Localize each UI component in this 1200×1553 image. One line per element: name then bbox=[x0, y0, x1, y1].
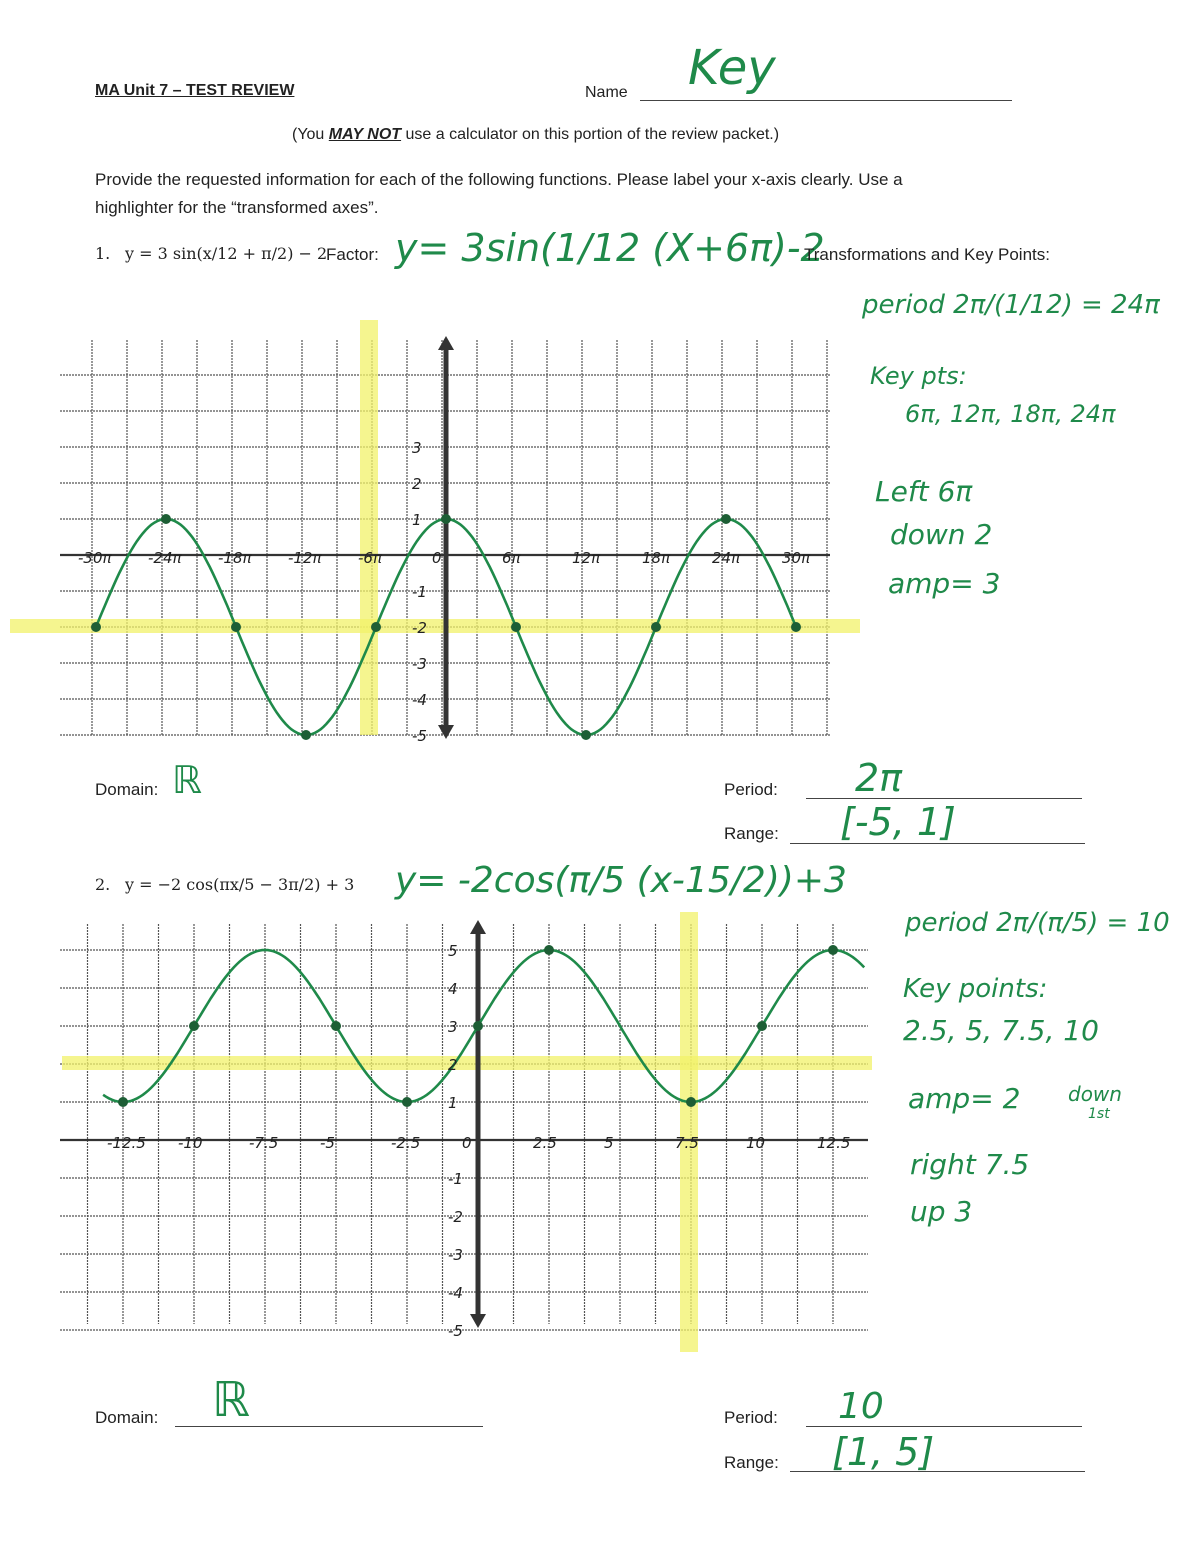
p2-y-tick-label: 2 bbox=[448, 1056, 458, 1074]
instructions-line2: highlighter for the “transformed axes”. bbox=[95, 198, 379, 217]
p2-factor-answer: y= -2cos(π/5 (x-15/2))+3 bbox=[395, 860, 847, 901]
p2-key-point bbox=[686, 1097, 696, 1107]
p2-note-first: 1st bbox=[1088, 1106, 1110, 1122]
name-label: Name bbox=[585, 84, 628, 101]
p2-x-tick-label: 5 bbox=[604, 1134, 614, 1152]
highlight-horizontal-axis bbox=[10, 619, 860, 633]
p2-note-period: period 2π/(π/5) = 10 bbox=[905, 908, 1170, 938]
p2-range-answer: [1, 5] bbox=[832, 1430, 935, 1474]
p2-y-tick-label: -3 bbox=[448, 1246, 463, 1264]
p2-key-point bbox=[828, 945, 838, 955]
p2-y-tick-label: -5 bbox=[448, 1322, 463, 1340]
p2-note-keypts: 2.5, 5, 7.5, 10 bbox=[903, 1014, 1099, 1047]
p1-key-point bbox=[511, 622, 521, 632]
p1-note-shift: Left 6π bbox=[875, 475, 973, 508]
worksheet-title: MA Unit 7 – TEST REVIEW bbox=[95, 82, 295, 99]
p2-y-tick-label: -1 bbox=[448, 1170, 463, 1188]
p2-x-tick-label: -5 bbox=[320, 1134, 335, 1152]
p2-x-tick-label: 12.5 bbox=[817, 1134, 851, 1152]
p1-number: 1. bbox=[95, 244, 111, 263]
y-axis-arrow-down bbox=[438, 725, 454, 739]
p1-note-amp: amp= 3 bbox=[888, 567, 1001, 600]
p1-x-tick-label: 12π bbox=[572, 549, 601, 567]
highlight-vertical-axis bbox=[680, 912, 698, 1352]
p1-y-tick-label: -1 bbox=[412, 583, 427, 601]
p2-key-point bbox=[757, 1021, 767, 1031]
y-axis-arrow bbox=[438, 336, 454, 350]
graph-2 bbox=[0, 912, 880, 1352]
p2-y-tick-label: 5 bbox=[448, 942, 458, 960]
p1-y-tick-label: -4 bbox=[412, 691, 427, 709]
p2-x-tick-label: -7.5 bbox=[249, 1134, 279, 1152]
p2-x-tick-label: 0 bbox=[462, 1134, 472, 1152]
p1-x-tick-label: 6π bbox=[502, 549, 521, 567]
y-axis-arrow bbox=[470, 920, 486, 934]
p2-note-vshift: up 3 bbox=[910, 1195, 973, 1228]
graph-1 bbox=[0, 310, 870, 760]
p2-number: 2. bbox=[95, 875, 111, 894]
p2-key-point bbox=[189, 1021, 199, 1031]
p2-x-tick-label: -10 bbox=[178, 1134, 203, 1152]
p2-x-tick-label: 10 bbox=[746, 1134, 766, 1152]
p1-x-tick-label: 18π bbox=[642, 549, 671, 567]
p1-domain-answer: ℝ bbox=[172, 758, 203, 802]
p1-x-tick-label: 0 bbox=[432, 549, 442, 567]
p2-note-keypts-label: Key points: bbox=[903, 974, 1048, 1004]
p2-note-shift: right 7.5 bbox=[910, 1148, 1030, 1181]
p1-note-keypts-label: Key pts: bbox=[870, 362, 967, 390]
p1-key-point bbox=[581, 730, 591, 740]
p1-key-point bbox=[651, 622, 661, 632]
p1-x-tick-label: -12π bbox=[288, 549, 322, 567]
calculator-note: (You MAY NOT use a calculator on this portion of the review packet.) bbox=[292, 126, 780, 143]
p1-key-point bbox=[301, 730, 311, 740]
p2-y-tick-label: -4 bbox=[448, 1284, 463, 1302]
p1-y-tick-label: 2 bbox=[412, 475, 422, 493]
p2-x-tick-label: -12.5 bbox=[107, 1134, 146, 1152]
p2-domain-label: Domain: bbox=[95, 1408, 159, 1427]
p1-x-tick-label: 24π bbox=[712, 549, 741, 567]
p2-key-point bbox=[473, 1021, 483, 1031]
p1-factor-answer: y= 3sin(1/12 (X+6π)-2 bbox=[395, 226, 825, 270]
p2-key-point bbox=[402, 1097, 412, 1107]
highlight-horizontal-axis bbox=[62, 1056, 872, 1070]
p2-key-point bbox=[118, 1097, 128, 1107]
p2-domain-answer: ℝ bbox=[212, 1372, 251, 1428]
p2-equation: y = −2 cos(πx/5 − 3π/2) + 3 bbox=[125, 875, 355, 894]
p2-y-tick-label: 3 bbox=[448, 1018, 458, 1036]
p1-key-point bbox=[161, 514, 171, 524]
p2-y-tick-label: 1 bbox=[448, 1094, 458, 1112]
p1-y-tick-label: 1 bbox=[412, 511, 422, 529]
p2-period-label: Period: bbox=[724, 1408, 778, 1427]
p2-y-tick-label: -2 bbox=[448, 1208, 463, 1226]
p1-y-tick-label: 3 bbox=[412, 439, 422, 457]
highlight-vertical-axis bbox=[360, 320, 378, 735]
p1-note-keypts: 6π, 12π, 18π, 24π bbox=[905, 400, 1116, 428]
y-axis-arrow-down bbox=[470, 1314, 486, 1328]
name-answer: Key bbox=[688, 40, 776, 96]
p1-key-point bbox=[371, 622, 381, 632]
p1-x-tick-label: -24π bbox=[148, 549, 182, 567]
p1-key-point bbox=[441, 514, 451, 524]
p1-range-label: Range: bbox=[724, 824, 779, 843]
p1-y-tick-label: -3 bbox=[412, 655, 427, 673]
instructions-line1: Provide the requested information for each of the following functions. Please label your x-axis clearly. Use a bbox=[95, 170, 903, 189]
p1-domain-label: Domain: bbox=[95, 780, 159, 799]
name-blank bbox=[640, 100, 1012, 101]
p1-range-answer: [-5, 1] bbox=[840, 800, 956, 844]
p1-equation: y = 3 sin(x/12 + π/2) − 2 bbox=[125, 244, 328, 263]
p1-period-blank bbox=[806, 798, 1082, 799]
p2-note-amp: amp= 2 bbox=[908, 1082, 1021, 1115]
p2-note-down: down bbox=[1068, 1082, 1122, 1106]
p2-key-point bbox=[331, 1021, 341, 1031]
p1-factor-label: Factor: bbox=[326, 245, 379, 264]
p1-period-answer: 2π bbox=[855, 756, 903, 800]
p1-note-period: period 2π/(1/12) = 24π bbox=[862, 290, 1160, 320]
p1-transform-label: Transformations and Key Points: bbox=[804, 245, 1050, 264]
p1-y-tick-label: -2 bbox=[412, 619, 427, 637]
p1-period-label: Period: bbox=[724, 780, 778, 799]
p1-note-vshift: down 2 bbox=[890, 518, 993, 551]
p1-key-point bbox=[721, 514, 731, 524]
p1-y-tick-label: -5 bbox=[412, 727, 427, 745]
p2-y-tick-label: 4 bbox=[448, 980, 458, 998]
p2-x-tick-label: 7.5 bbox=[675, 1134, 699, 1152]
p2-range-label: Range: bbox=[724, 1453, 779, 1472]
p2-key-point bbox=[544, 945, 554, 955]
p2-x-tick-label: -2.5 bbox=[391, 1134, 421, 1152]
p1-x-tick-label: 30π bbox=[782, 549, 811, 567]
p1-key-point bbox=[231, 622, 241, 632]
p1-x-tick-label: -6π bbox=[358, 549, 382, 567]
p1-x-tick-label: -18π bbox=[218, 549, 252, 567]
p1-key-point bbox=[791, 622, 801, 632]
p2-period-answer: 10 bbox=[838, 1386, 884, 1427]
p2-x-tick-label: 2.5 bbox=[533, 1134, 557, 1152]
p1-x-tick-label: -30π bbox=[78, 549, 112, 567]
p1-key-point bbox=[91, 622, 101, 632]
